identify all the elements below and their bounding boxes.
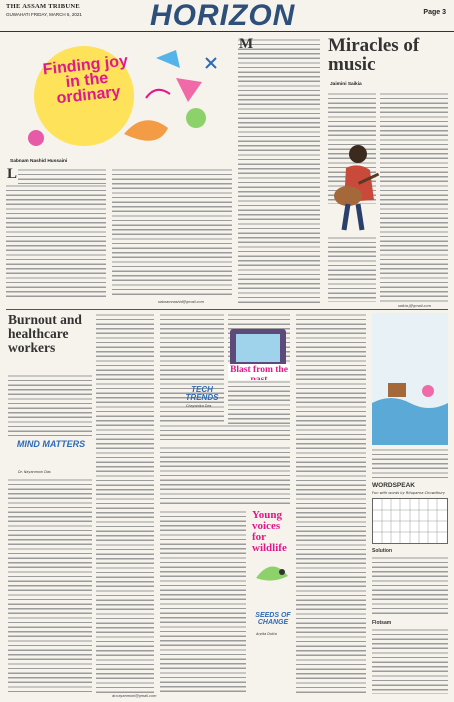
wildlife-text-col-3 (296, 313, 366, 695)
miracles-text-col-2b (328, 236, 376, 302)
wordspeak-caption (372, 448, 448, 478)
lead-text-col-2 (112, 168, 232, 298)
page-number: Page 3 (423, 9, 446, 16)
tech-tag: TECH TRENDS (185, 385, 219, 402)
wordspeak-subheading: Flotsam (372, 620, 392, 626)
guitar-player-illustration (324, 140, 382, 232)
grid-lines (373, 499, 447, 543)
masthead (0, 0, 454, 32)
burnout-title: Burnout and healthcare workers (8, 312, 82, 356)
paper-date: GUWAHATI FRIDAY, MARCH 5, 2021 (6, 12, 82, 17)
lead-headline: Finding joy in the ordinary (42, 52, 129, 108)
wordspeak-subtitle: Fun with words by Rituparna Chowdhury (372, 491, 445, 495)
wildlife-text-col-1 (160, 446, 290, 506)
lead-dropcap: L (7, 166, 18, 182)
miracles-dropcap: M (239, 36, 254, 52)
wordspeak-text-1 (372, 556, 448, 616)
burnout-footer: dr.nayanmoni@gmail.com (112, 694, 157, 698)
miracles-text-col-1 (238, 38, 320, 303)
wordspeak-illustration (372, 313, 448, 445)
miracles-text-col-3 (380, 92, 448, 302)
lead-footer: sabnamnashid@gmail.com (158, 300, 204, 304)
burnout-text-col-1b (8, 478, 92, 694)
section-title: HORIZON (150, 0, 296, 32)
wordspeak-title: WORDSPEAK (372, 482, 415, 489)
tech-text-tail (160, 424, 290, 440)
miracles-footer: saikia.j@gmail.com (398, 304, 431, 308)
wordspeak-label: Solution (372, 548, 392, 554)
wildlife-tag: SEEDS OF CHANGE (255, 612, 291, 626)
miracles-illustration (324, 140, 382, 232)
divider (6, 309, 448, 310)
wildlife-text-col-2 (160, 510, 246, 695)
lead-byline: Sabnam Nashid Hussaini (10, 159, 68, 164)
burnout-text-col-2 (96, 313, 154, 694)
floating-objects-illustration (372, 313, 448, 445)
lead-illustration (6, 38, 232, 156)
burnout-text-col-1 (8, 374, 92, 436)
miracles-title: Miracles of music (328, 35, 420, 75)
wildlife-illustration (252, 548, 292, 608)
tech-title: Blast from the (228, 364, 290, 386)
bird-illustration (252, 548, 292, 608)
word-puzzle-grid (372, 498, 448, 544)
lead-text-col-1b (6, 184, 106, 298)
paper-name: THE ASSAM TRIBUNE (6, 3, 80, 10)
wildlife-title: Young voices for wildlife (252, 509, 287, 554)
burnout-pull-byline: Dr. Nayanmoni Das (18, 470, 51, 474)
miracles-byline: Jaimini Saikia (330, 82, 362, 87)
wildlife-tag-byline: Arpita Dutta (256, 632, 277, 636)
tech-tag-byline: Chayanika Das (186, 404, 212, 408)
burnout-pullquote: MIND MATTERS (16, 439, 86, 449)
wordspeak-text-2 (372, 628, 448, 694)
